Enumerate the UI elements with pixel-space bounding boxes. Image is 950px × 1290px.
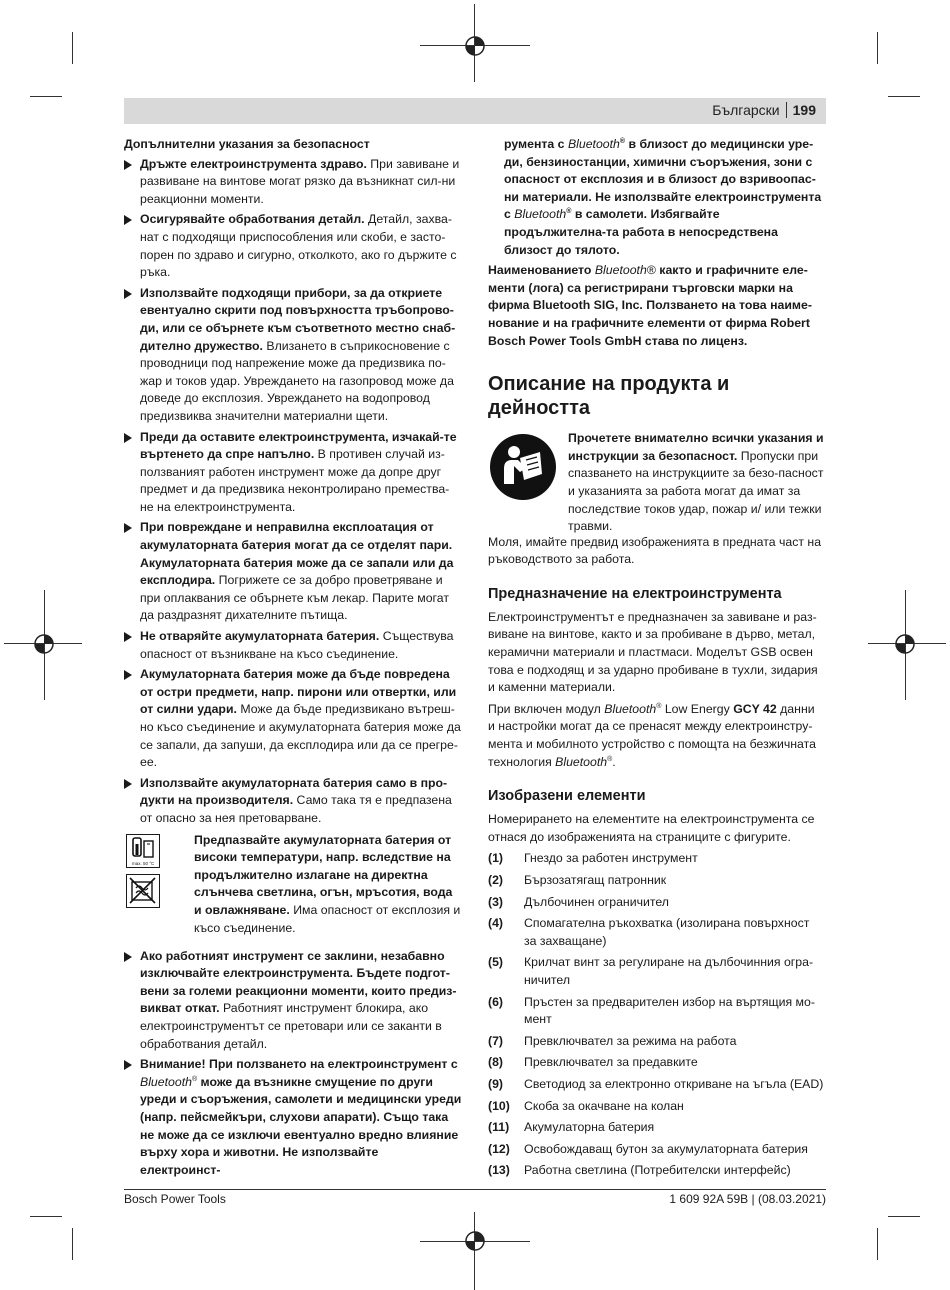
module-model: GCY 42 [733, 701, 777, 716]
bullet-text: Може да бъде предизвикано вътреш-но късо съединение и акумулаторната батерия може да се запали, да запуши, да експлодира или да се прегре-ее. [140, 702, 461, 770]
bullet-bold-text: може да възникне смущение по други уреди и съоръжения, самолети и медицински уреди (напр. пейсмейкъри, слухови апарати). Също така не може да се изключи евентуално вредно влияние върху хора и животни. Не използвайте електроинст- [140, 1074, 462, 1177]
list-item [488, 872, 824, 890]
list-item [488, 850, 824, 868]
item-number: (4) [488, 916, 504, 931]
registration-mark-icon [464, 35, 486, 57]
bullet-arrow-icon [124, 433, 132, 443]
bullet-arrow-icon [124, 523, 132, 533]
item-number: (6) [488, 994, 504, 1009]
bullet-text: Работният инструмент блокира, ако електроинструментът се претовари или се заканти в обработвания детайл. [140, 1001, 442, 1051]
bullet-bold-text: Не отваряйте акумулаторната батерия. [140, 629, 380, 644]
trademark-text: както и графичните еле-менти (лога) са регистрирани търговски марки на фирма Bluetooth SIG, Inc. Ползването на това наиме-нование и на графичните елементи от фирма Robert Bosch Power Tools GmbH става по лиценз. [488, 263, 812, 348]
item-label: Акумулаторна батерия [524, 1120, 655, 1135]
bullet-bold-text: Използвайте подходящи прибори, за да откриете евентуално скрити под повърхността тръбопрово-ди, или се обърнете към съответното местно снаб-дително дружество. [140, 285, 456, 353]
item-label: Гнездо за работен инструмент [524, 851, 698, 866]
safety-bullet-bluetooth [124, 1056, 462, 1179]
module-text: Low Energy [661, 701, 734, 716]
item-number: (5) [488, 955, 504, 970]
safety-bullet [124, 948, 462, 1054]
header-divider [786, 102, 787, 118]
list-item [488, 954, 824, 989]
bullet-arrow-icon [124, 952, 132, 962]
bullet-bold-text: Осигурявайте обработвания детайл. [140, 212, 365, 227]
right-column [488, 136, 824, 1184]
item-label: Освобождаващ бутон за акумулаторната батерия [524, 1141, 808, 1156]
item-number: (9) [488, 1076, 504, 1091]
section-title: Описание на продукта и дейността [488, 373, 730, 420]
safety-bullet [124, 666, 462, 772]
item-number: (7) [488, 1033, 504, 1048]
registration-mark-icon [894, 633, 916, 655]
list-item [488, 1098, 824, 1116]
page-header [124, 98, 826, 124]
bullet-text: Съществува опасност от възникване на късо съединение. [140, 629, 454, 661]
item-number: (13) [488, 1163, 510, 1178]
bullet-text: Погрижете се за добро проветряване и при оплаквания се обърнете към лекар. Парите могат да раздразнят дихателните пътища. [140, 573, 449, 623]
item-number: (8) [488, 1055, 504, 1070]
item-number: (11) [488, 1120, 510, 1135]
trademark-note [488, 262, 824, 350]
bluetooth-module-text [488, 701, 824, 771]
purpose-text: Електроинструментът е предназначен за завиване и раз-виване на винтове, както и за пробиване в дърво, метал, керамични материали и пластмаси. Моделът GSB освен това е подходящ и за ударно пробиване в тухли, зидария и каменни материали. [488, 609, 818, 695]
module-text: При включен модул [488, 701, 605, 716]
item-label: Спомагателна ръкохватка (изолирана повърхност за захващане) [524, 916, 810, 948]
bullet-arrow-icon [124, 670, 132, 680]
safety-bullet [124, 211, 462, 281]
registered-mark: ® [656, 702, 662, 710]
crop-mark [877, 32, 878, 64]
trademark-text: Наименованието [488, 263, 595, 278]
list-item [488, 994, 824, 1029]
registered-mark: ® [191, 1075, 198, 1083]
crop-mark [72, 32, 73, 64]
list-item [488, 894, 824, 912]
bullet-text: При завиване и развиване на винтове могат рязко да възникнат сил-ни реакционни моменти. [140, 156, 460, 206]
item-number: (3) [488, 894, 504, 909]
bullet-arrow-icon [124, 160, 132, 170]
crop-mark [877, 1228, 878, 1260]
bullet-bold-text: Акумулаторната батерия може да бъде повредена от остри предмети, напр. пирони или отвертки, или от силни удари. [140, 667, 457, 717]
bluetooth-brand: Bluetooth [514, 207, 567, 222]
elements-intro: Номерирането на елементите на електроинструмента се отнася до изображенията на страниците с фигурите. [488, 812, 815, 844]
bullet-bold-text: Внимание! При ползването на електроинструмент с [140, 1057, 458, 1072]
registration-mark-icon [464, 1230, 486, 1252]
bullet-bold-text: Преди да оставите електроинструмента, изчакай-те въртенето да спре напълно. [140, 429, 457, 462]
bluetooth-brand: Bluetooth [555, 754, 608, 769]
bluetooth-brand: Bluetooth [604, 701, 657, 716]
continued-text: румента с [504, 137, 568, 151]
bullet-arrow-icon [124, 779, 132, 789]
registered-mark: ® [646, 263, 656, 278]
crop-mark [888, 1216, 920, 1217]
registration-mark-icon [33, 633, 55, 655]
footer-doc-id: 1 609 92A 59B | (08.03.2021) [669, 1192, 826, 1206]
module-text: данни и настройки могат да се пренасят между електроинстру-мента и мобилното устройство с помощта на безжичната технология [488, 701, 816, 769]
bluetooth-brand: Bluetooth [594, 263, 647, 278]
safety-bullet [124, 519, 462, 625]
registered-mark: ® [566, 208, 572, 216]
read-instructions-bold: Прочетете внимателно всички указания и инструкции за безопасност. [568, 431, 824, 463]
safety-heading: Допълнителни указания за безопасност [124, 137, 370, 151]
bullet-arrow-icon [124, 289, 132, 299]
bullet-arrow-icon [124, 632, 132, 642]
module-text: . [612, 754, 616, 769]
list-item [488, 1054, 824, 1072]
footer-brand: Bosch Power Tools [124, 1192, 226, 1206]
bullet-text: Влизането в съприкосновение с проводници под напрежение може да предизвика по-жар и токов удар. Увреждането на газопровод може да доведе до експлозия. Увреждането на водопровод предизвиква значителни материални щети. [140, 338, 454, 423]
list-item [488, 1162, 824, 1180]
bullet-text: Само така тя е предпазена от опасно за нея претоварване. [140, 793, 452, 825]
item-label: Превключвател за режима на работа [524, 1033, 737, 1048]
item-label: Работна светлина (Потребителски интерфейс) [524, 1163, 791, 1178]
item-number: (10) [488, 1098, 510, 1113]
registered-mark: ® [619, 137, 626, 145]
item-number: (1) [488, 851, 504, 866]
bullet-text: В противен случай из-ползваният работен инструмент може да допре друг предмет и да предизвика неконтролирано премества-не на електроинструмента. [140, 447, 450, 514]
temperature-warning-icon [126, 834, 160, 868]
purpose-title: Предназначение на електроинструмента [488, 585, 782, 602]
list-item [488, 1033, 824, 1051]
item-label: Скоба за окачване на колан [524, 1098, 684, 1113]
safety-bullet [124, 285, 462, 426]
header-language: Български [712, 102, 780, 118]
bullet-bold-text: Използвайте акумулаторната батерия само в про-дукти на производителя. [140, 775, 448, 808]
battery-protection-bold: Предпазвайте акумулаторната батерия от високи температури, напр. вследствие на продължително излагане на директна слънчева светлина, огън, мръсотия, вода и овлажняване. [194, 832, 453, 917]
footer-divider [124, 1189, 826, 1190]
list-item [488, 1076, 824, 1094]
safety-bullet [124, 156, 462, 209]
bullet-bold-text: Дръжте електроинструмента здраво. [140, 156, 367, 171]
safety-bullet [124, 628, 462, 663]
list-item [488, 1141, 824, 1159]
bullet-arrow-icon [124, 215, 132, 225]
item-label: Крилчат винт за регулиране на дълбочинния огра-ничител [524, 955, 814, 987]
item-label: Светодиод за електронно откриване на ъгъла (EAD) [524, 1076, 824, 1091]
crop-mark [30, 1216, 62, 1217]
bullet-arrow-icon [124, 1060, 132, 1070]
safety-bullet [124, 429, 462, 517]
item-label: Бързозатягащ патронник [524, 873, 667, 887]
registered-mark: ® [607, 755, 613, 763]
item-label: Превключвател за предавките [524, 1055, 698, 1070]
crop-mark [888, 96, 920, 97]
bullet-bold-text: Ако работният инструмент се заклини, незабавно изключвайте електроинструмента. Бъдете подгот-вени за големи реакционни моменти, които предиз-викват откат. [140, 948, 457, 1016]
list-item [488, 1119, 824, 1137]
bullet-bold-text: При повреждане и неправилна експлоатация от акумулаторната батерия могат да се отделят пари. Акумулаторната батерия може да се запали или да експлодира. [140, 520, 454, 588]
crop-mark [30, 96, 62, 97]
elements-list [488, 850, 824, 1180]
read-instructions-text: Пропуски при спазването на инструкциите за безо-пасност и указанията за работа могат да имат за последствие токов удар, пожар и/ или тежки травми. [568, 448, 824, 534]
crop-mark [72, 1228, 73, 1260]
battery-protection-text: Има опасност от експлозия и късо съединение. [194, 902, 461, 935]
battery-protection-block [124, 832, 462, 942]
safety-bullet [124, 775, 462, 828]
elements-title: Изобразени елементи [488, 788, 646, 805]
item-number: (12) [488, 1141, 510, 1156]
continued-text: в самолети. Избягвайте продължителна-та работа в непосредствена близост до тялото. [504, 207, 778, 257]
left-column [124, 136, 462, 1182]
list-item [488, 915, 824, 950]
item-label: Пръстен за предварителен избор на въртящия мо-мент [524, 994, 815, 1027]
bluetooth-brand: Bluetooth [140, 1074, 192, 1089]
bullet-text: Детайл, захва-нат с подходящи приспособления или скоби, е засто-порен по здраво и сигурно, отколкото, ако го държите с ръка. [140, 212, 457, 280]
images-note: Моля, имайте предвид изображенията в предната част на ръководството за работа. [488, 534, 822, 567]
continued-text: в близост до медицински уре-ди, бензиностанции, химични съоръжения, зони с опасност от експлозия и в близост до взривоопас-ни материали. Не използвайте електроинструмента с [504, 137, 822, 222]
read-manual-icon [490, 434, 556, 500]
bluetooth-warning-continued [488, 136, 824, 259]
read-instructions-block [488, 430, 824, 536]
item-label: Дълбочинен ограничител [524, 894, 669, 909]
max-temperature-label: max. 50 °C [132, 860, 155, 866]
page-number: 199 [792, 102, 816, 118]
bluetooth-brand: Bluetooth [567, 137, 620, 151]
item-number: (2) [488, 873, 504, 887]
no-water-icon [126, 874, 160, 908]
